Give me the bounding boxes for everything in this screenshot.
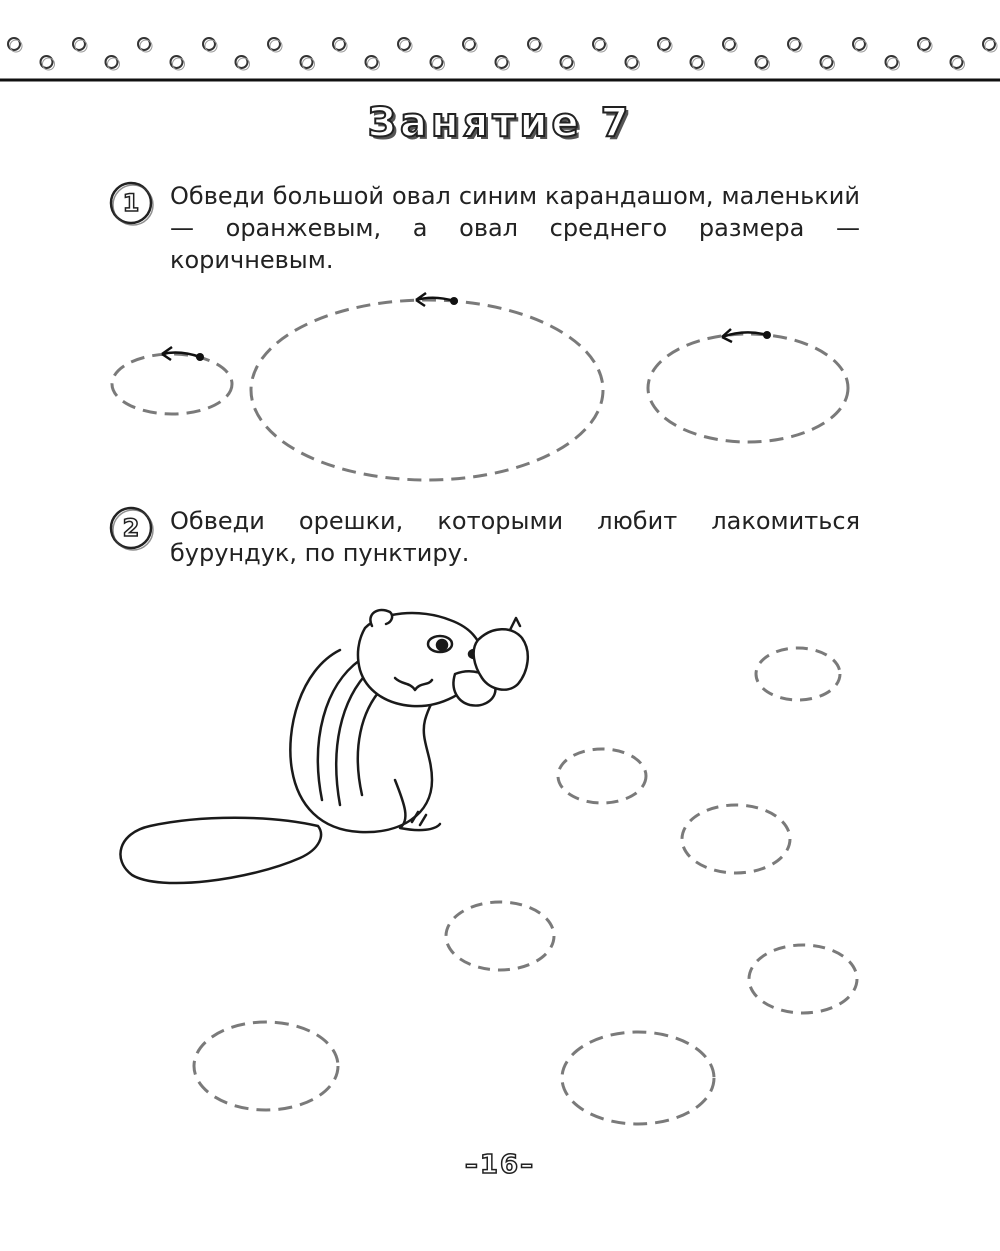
border-dot: [626, 56, 638, 68]
border-dot: [463, 38, 475, 50]
border-dot: [853, 38, 865, 50]
border-dot: [431, 56, 443, 68]
lesson-title: Занятие 7: [367, 100, 633, 146]
border-dot: [73, 38, 85, 50]
border-dot: [106, 56, 118, 68]
border-dot: [398, 38, 410, 50]
nut-oval[interactable]: [446, 902, 554, 970]
border-dot: [333, 38, 345, 50]
border-dot: [366, 56, 378, 68]
nuts-area: [0, 590, 1000, 1130]
border-dot: [171, 56, 183, 68]
nut-oval[interactable]: [558, 749, 646, 803]
arrow-left-icon: [416, 293, 458, 306]
border-dot: [8, 38, 20, 50]
border-dot: [658, 38, 670, 50]
task-number: 2: [122, 514, 140, 542]
border-dot: [236, 56, 248, 68]
page-number: –16–: [464, 1150, 536, 1180]
border-dot: [41, 56, 53, 68]
medium-oval[interactable]: [648, 334, 848, 442]
task-number: 1: [122, 189, 140, 217]
border-dot: [691, 56, 703, 68]
border-dot: [138, 38, 150, 50]
border-dot: [951, 56, 963, 68]
border-dot: [788, 38, 800, 50]
task-instruction: Обведи большой овал синим карандашом, маленький — оранжевым, а овал среднего размера — коричневым.: [170, 182, 860, 274]
nut-oval[interactable]: [194, 1022, 338, 1110]
border-dot: [756, 56, 768, 68]
border-dot: [886, 56, 898, 68]
nut-oval[interactable]: [749, 945, 857, 1013]
border-dot: [983, 38, 995, 50]
border-dot: [593, 38, 605, 50]
nut-oval[interactable]: [562, 1032, 714, 1124]
border-dot: [268, 38, 280, 50]
task-number-badge: [108, 505, 154, 551]
border-dot: [723, 38, 735, 50]
task-instruction: Обведи орешки, которыми любит лакомиться бурундук, по пунктиру.: [170, 507, 860, 567]
arrow-left-icon: [722, 329, 771, 342]
chipmunk-icon: [120, 610, 527, 883]
small-oval[interactable]: [112, 354, 232, 414]
nut-oval[interactable]: [682, 805, 790, 873]
border-dot: [528, 38, 540, 50]
tracing-ovals: [0, 290, 1000, 490]
nut-oval[interactable]: [756, 648, 840, 700]
arrow-left-icon: [162, 347, 204, 361]
border-dot: [301, 56, 313, 68]
border-dot: [821, 56, 833, 68]
task-number-badge: [108, 180, 154, 226]
large-oval[interactable]: [251, 300, 603, 480]
border-dot: [918, 38, 930, 50]
border-dot: [203, 38, 215, 50]
border-dot: [496, 56, 508, 68]
decorative-dot-border: [0, 0, 1000, 90]
border-dot: [561, 56, 573, 68]
